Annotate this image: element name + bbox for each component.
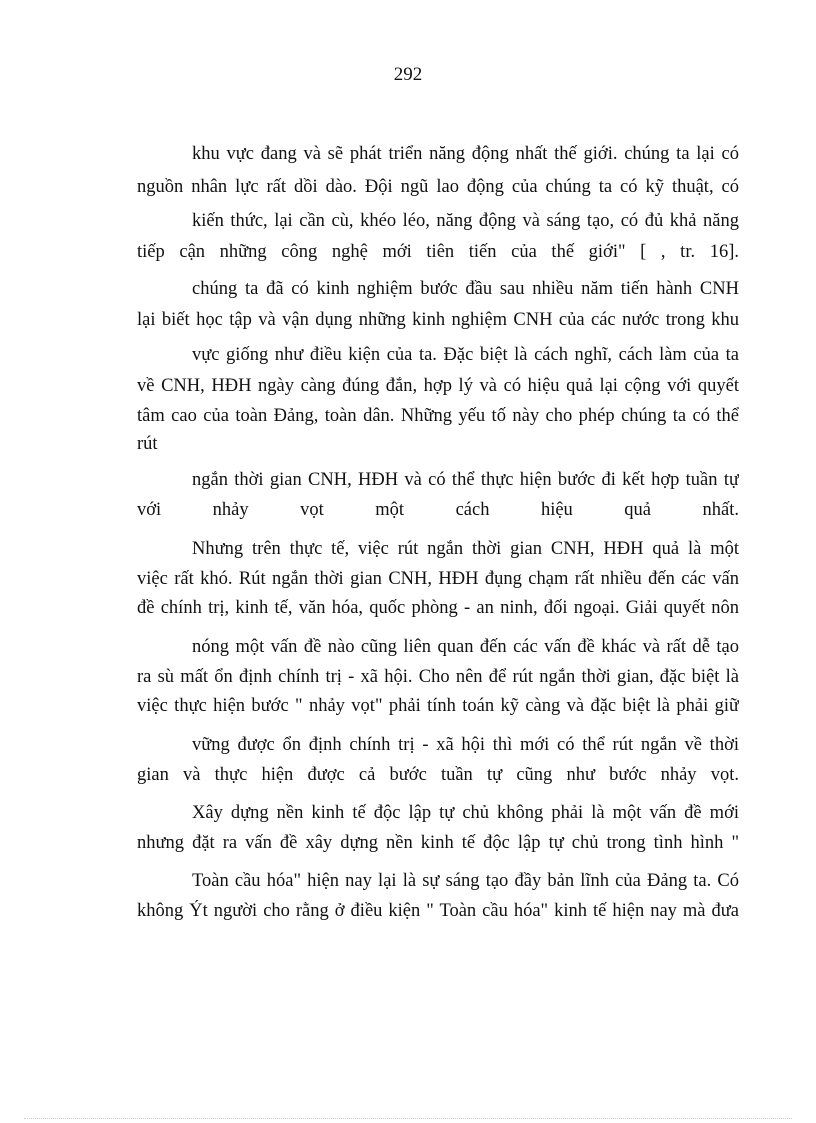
text-line: gian và thực hiện được cả bước tuần tự cũng như bước nhảy vọt.: [137, 765, 739, 785]
text-line: nóng một vấn đề nào cũng liên quan đến các vấn đề khác và rất dễ tạo: [192, 637, 739, 657]
page-bottom-divider: [24, 1118, 792, 1119]
text-line: nhưng đặt ra vấn đề xây dựng nền kinh tế độc lập tự chủ trong tình hình ": [137, 833, 739, 853]
text-line: Toàn cầu hóa" hiện nay lại là sự sáng tạo đầy bản lĩnh của Đảng ta. Có: [192, 871, 739, 891]
text-line: chúng ta đã có kinh nghiệm bước đầu sau nhiều năm tiến hành CNH: [192, 279, 739, 299]
text-line: vững được ổn định chính trị - xã hội thì mới có thể rút ngắn về thời: [192, 735, 739, 755]
text-line: rút: [137, 434, 158, 454]
text-line: tâm cao của toàn Đảng, toàn dân. Những yếu tố này cho phép chúng ta có thể: [137, 406, 739, 426]
text-line: kiến thức, lại cần cù, khéo léo, năng động và sáng tạo, có đủ khả năng: [192, 211, 739, 231]
text-line: tiếp cận những công nghệ mới tiên tiến của thế giới" [ , tr. 16].: [137, 242, 739, 262]
text-line: ra sù mất ổn định chính trị - xã hội. Cho nên để rút ngắn thời gian, đặc biệt là: [137, 667, 739, 687]
text-line: về CNH, HĐH ngày càng đúng đắn, hợp lý và có hiệu quả lại cộng với quyết: [137, 376, 739, 396]
text-line: không Ýt người cho rằng ở điều kiện " Toàn cầu hóa" kinh tế hiện nay mà đưa: [137, 901, 739, 921]
text-line: khu vực đang và sẽ phát triển năng động nhất thế giới. chúng ta lại có: [192, 144, 739, 164]
page-number: 292: [393, 64, 423, 85]
text-line: Nhưng trên thực tế, việc rút ngắn thời gian CNH, HĐH quả là một: [192, 539, 739, 559]
text-line: ngắn thời gian CNH, HĐH và có thể thực hiện bước đi kết hợp tuần tự: [192, 470, 739, 490]
text-line: nguồn nhân lực rất dồi dào. Đội ngũ lao động của chúng ta có kỹ thuật, có: [137, 177, 739, 197]
text-line: việc rất khó. Rút ngắn thời gian CNH, HĐH đụng chạm rất nhiều đến các vấn: [137, 569, 739, 589]
text-line: vực giống như điều kiện của ta. Đặc biệt là cách nghĩ, cách làm của ta: [192, 345, 739, 365]
text-line: Xây dựng nền kinh tế độc lập tự chủ không phải là một vấn đề mới: [192, 803, 739, 823]
text-line: việc thực hiện bước " nhảy vọt" phải tính toán kỹ càng và đặc biệt là phải giữ: [137, 696, 739, 716]
text-line: với nhảy vọt một cách hiệu quả nhất.: [137, 500, 739, 520]
text-line: đề chính trị, kinh tế, văn hóa, quốc phòng - an ninh, đối ngoại. Giải quyết nôn: [137, 598, 739, 618]
text-line: lại biết học tập và vận dụng những kinh nghiệm CNH của các nước trong khu: [137, 310, 739, 330]
